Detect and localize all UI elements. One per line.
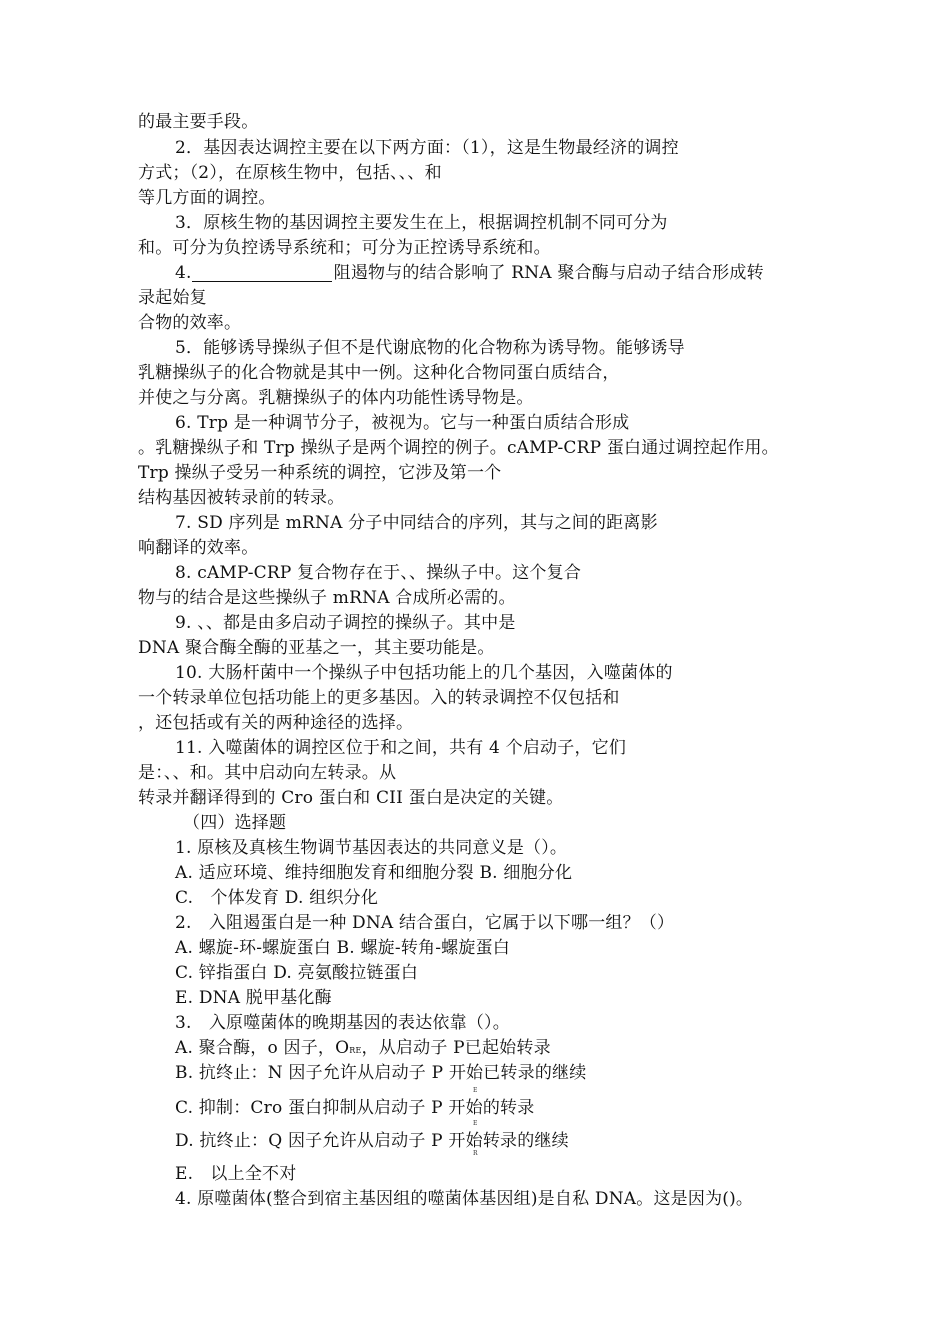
question-4-line-2: 录起始复 xyxy=(138,288,207,308)
question-5-line-1: 5．能够诱导操纵子但不是代谢底物的化合物称为诱导物。能够诱导 xyxy=(175,338,685,358)
choice-question-1: 1. 原核及真核生物调节基因表达的共同意义是（）。 xyxy=(175,838,568,858)
question-11-line-2: 是：、、和。其中启动向左转录。从 xyxy=(138,763,397,783)
question-8-line-2: 物与的结合是这些操纵子 mRNA 合成所必需的。 xyxy=(138,588,516,608)
choice-option-a xyxy=(175,1037,551,1062)
option-text: 已起始转录 xyxy=(464,1038,551,1058)
subscript: RE xyxy=(349,1046,362,1055)
fill-blank xyxy=(192,263,332,282)
text-line: 的最主要手段。 xyxy=(138,112,259,132)
question-9-line-2: DNA 聚合酶全酶的亚基之一，其主要功能是。 xyxy=(138,638,495,658)
question-text: 阻遏物与的结合影响了 RNA 聚合酶与启动子结合形成转 xyxy=(333,263,764,283)
subscript-mark: R xyxy=(473,1150,478,1157)
choice-options-cd: C. 个体发育 D. 组织分化 xyxy=(175,888,379,908)
question-6-line-3: Trp 操纵子受另一种系统的调控，它涉及第一个 xyxy=(138,463,502,483)
question-10-line-3: ，还包括或有关的两种途径的选择。 xyxy=(138,713,414,733)
question-8-line-1: 8. cAMP-CRP 复合物存在于、、操纵子中。这个复合 xyxy=(175,563,582,583)
choice-option-e: E. 以上全不对 xyxy=(175,1164,297,1184)
question-3-line-1: 3．原核生物的基因调控主要发生在上，根据调控机制不同可分为 xyxy=(175,213,668,233)
question-10-line-2: 一个转录单位包括功能上的更多基因。入的转录调控不仅包括和 xyxy=(138,688,620,708)
question-7-line-1: 7. SD 序列是 mRNA 分子中同结合的序列，其与之间的距离影 xyxy=(175,513,658,533)
subscript-mark: E xyxy=(473,1087,478,1094)
choice-option-c: C. 抑制：Cro 蛋白抑制从启动子 P 开始的转录 xyxy=(175,1098,535,1118)
question-9-line-1: 9. 、、都是由多启动子调控的操纵子。其中是 xyxy=(175,613,516,633)
question-number: 4. xyxy=(175,263,192,283)
choice-question-4: 4. 原噬菌体(整合到宿主基因组的噬菌体基因组)是自私 DNA。这是因为()。 xyxy=(175,1189,754,1209)
question-5-line-2: 乳糖操纵子的化合物就是其中一例。这种化合物同蛋白质结合， xyxy=(138,363,620,383)
question-6-line-2: 。乳糖操纵子和 Trp 操纵子是两个调控的例子。cAMP-CRP 蛋白通过调控起作用。 xyxy=(138,438,779,458)
question-2-line-1: 2．基因表达调控主要在以下两方面：（1），这是生物最经济的调控 xyxy=(175,138,679,158)
question-6-line-4: 结构基因被转录前的转录。 xyxy=(138,488,345,508)
subscript-mark: E xyxy=(473,1120,478,1127)
question-11-line-1: 11. 入噬菌体的调控区位于和之间，共有 4 个启动子，它们 xyxy=(175,738,627,758)
question-5-line-3: 并使之与分离。乳糖操纵子的体内功能性诱导物是。 xyxy=(138,388,534,408)
option-text: A. 聚合酶，o 因子，O xyxy=(175,1038,350,1058)
choice-options-cd: C. 锌指蛋白 D. 亮氨酸拉链蛋白 xyxy=(175,963,419,983)
question-4-line-3: 合物的效率。 xyxy=(138,313,242,333)
question-6-line-1: 6. Trp 是一种调节分子，被视为。它与一种蛋白质结合形成 xyxy=(175,413,630,433)
choice-question-2: 2. 入阻遏蛋白是一种 DNA 结合蛋白，它属于以下哪一组？（） xyxy=(175,913,675,933)
question-4-line-1 xyxy=(175,262,764,284)
choice-options-ab: A. 螺旋-环-螺旋蛋白 B. 螺旋-转角-螺旋蛋白 xyxy=(175,938,510,958)
option-text: ，从启动子 P xyxy=(361,1038,465,1058)
choice-question-3: 3. 入原噬菌体的晚期基因的表达依靠（）。 xyxy=(175,1013,510,1033)
section-heading: （四）选择题 xyxy=(183,813,287,833)
question-3-line-2: 和。可分为负控诱导系统和；可分为正控诱导系统和。 xyxy=(138,238,551,258)
question-11-line-3: 转录并翻译得到的 Cro 蛋白和 CII 蛋白是决定的关键。 xyxy=(138,788,564,808)
choice-options-ab: A. 适应环境、维持细胞发育和细胞分裂 B. 细胞分化 xyxy=(175,863,573,883)
choice-option-e: E. DNA 脱甲基化酶 xyxy=(175,988,332,1008)
question-2-line-3: 等几方面的调控。 xyxy=(138,188,276,208)
question-2-line-2: 方式；（2），在原核生物中，包括、、、和 xyxy=(138,163,442,183)
question-7-line-2: 响翻译的效率。 xyxy=(138,538,259,558)
choice-option-d: D. 抗终止：Q 因子允许从启动子 P 开始转录的继续 xyxy=(175,1131,569,1151)
choice-option-b: B. 抗终止：N 因子允许从启动子 P 开始已转录的继续 xyxy=(175,1063,587,1083)
question-10-line-1: 10. 大肠杆菌中一个操纵子中包括功能上的几个基因，入噬菌体的 xyxy=(175,663,673,683)
